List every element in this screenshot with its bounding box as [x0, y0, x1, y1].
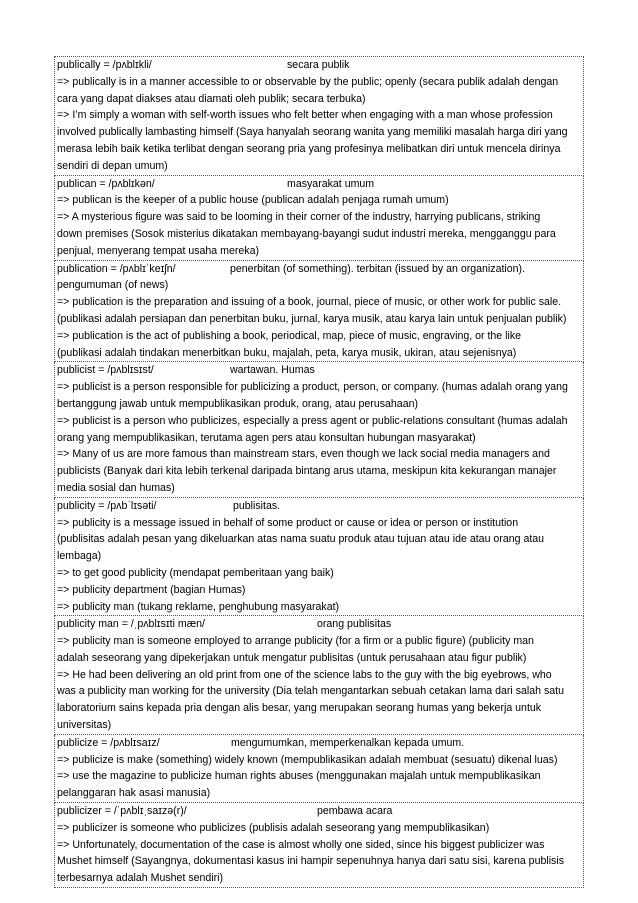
entry-line: => publicity is a message issued in behalf of some product or cause or idea or person or institution	[57, 516, 519, 529]
entry-line: => publicize is make (something) widely known (mempublikasikan adalah membuat (sesuatu) dikenal luas)	[57, 753, 558, 766]
entry-publicity	[54, 498, 584, 617]
entry-line: adalah seseorang yang dipekerjakan untuk mengatur publisitas (untuk perusahaan atau figur publik)	[57, 651, 527, 664]
entry-line: orang yang mempublikasikan, terutama agen pers atau konsultan hubungan masyarakat)	[57, 431, 476, 444]
entry-head	[55, 176, 583, 193]
entry-line: lembaga)	[57, 550, 102, 563]
entry-line: pelanggaran hak asasi manusia)	[57, 787, 211, 800]
entry-line: => publicity man is someone employed to arrange publicity (for a firm or a public figure) (publicity man	[57, 635, 534, 648]
headword: publicity man = /ˌpʌblɪsɪti mæn/	[57, 618, 205, 631]
entry-publicity-man	[54, 616, 584, 735]
entry-line: cara yang dapat diakses atau diamati oleh publik; secara terbuka)	[57, 92, 366, 105]
entry-line: => to get good publicity (mendapat pemberitaan yang baik)	[57, 566, 334, 579]
translation: secara publik	[287, 59, 350, 71]
entry-line: => A mysterious figure was said to be looming in their corner of the industry, harrying publicans, striking	[57, 211, 541, 224]
entry-publicist	[54, 362, 584, 497]
entry-line: (publikasi adalah persiapan dan penerbitan buku, jurnal, karya musik, atau karya lain untuk penjualan publik)	[57, 312, 567, 325]
headword: publicist = /pʌblɪsɪst/	[57, 364, 154, 377]
entry-publican	[54, 176, 584, 261]
entry-line: => I’m simply a woman with self-worth issues who felt better when engaging with a man whose profession	[57, 109, 553, 122]
entry-head	[55, 735, 583, 752]
entry-line: Mushet himself (Sayangnya, dokumentasi kasus ini hampir sepenuhnya hanya dari satu sisi, karena publisis	[57, 855, 565, 868]
entry-line: terbesarnya adalah Mushet sendiri)	[57, 872, 224, 885]
dictionary-page	[54, 56, 584, 888]
entry-head	[55, 616, 583, 633]
entry-line: laboratorium sains kepada pria dengan alis besar, yang merupakan seorang humas yang bekerja untuk	[57, 702, 542, 715]
entry-line: bertanggung jawab untuk mempublikasikan produk, orang, atau perusahaan)	[57, 397, 419, 410]
entry-publically	[54, 56, 584, 176]
translation: orang publisitas	[317, 618, 392, 631]
entry-line: => publication is the preparation and issuing of a book, journal, piece of music, or other work for public sale.	[57, 296, 562, 309]
entry-line: sendiri di depan umum)	[57, 159, 168, 172]
headword: publicity = /pʌbˈlɪsəti/	[57, 499, 157, 512]
translation: penerbitan (of something). terbitan (issued by an organization).	[230, 262, 526, 275]
translation: wartawan. Humas	[230, 364, 315, 377]
entry-line: penjual, menyerang tempat usaha mereka)	[57, 244, 259, 257]
entry-line: => publically is in a manner accessible to or observable by the public; openly (secara publik adalah dengan	[57, 75, 559, 88]
entry-line: => He had been delivering an old print from one of the science labs to the guy with the big eyebrows, who	[57, 668, 552, 681]
entry-line: => use the magazine to publicize human rights abuses (menggunakan majalah untuk mempublikasikan	[57, 770, 541, 783]
headword: publican = /pʌblɪkən/	[57, 177, 155, 190]
entry-line: => publican is the keeper of a public house (publican adalah penjaga rumah umum)	[57, 194, 449, 207]
entry-line: pengumuman (of news)	[57, 279, 169, 292]
entry-head	[55, 261, 583, 278]
translation: masyarakat umum	[287, 177, 375, 190]
entry-line: involved publically lambasting himself (Saya hanyalah seorang wanita yang memiliki masalah harga diri yang	[57, 126, 568, 139]
entry-line: down premises (Sosok misterius dikatakan membayang-bayangi sudut industri mereka, mengganggu para	[57, 227, 556, 240]
headword: publicizer = /ˈpʌblɪˌsaɪzə(r)/	[57, 805, 187, 818]
headword: publically = /pʌblɪkli/	[57, 59, 152, 71]
entry-line: publicists (Banyak dari kita lebih terkenal daripada bintang arus utama, meskipun kita kekurangan manajer	[57, 465, 557, 478]
entry-line: merasa lebih baik ketika terlibat dengan seorang pria yang profesinya melibatkan diri untuk mencela dirinya	[57, 142, 561, 155]
headword: publication = /pʌblɪˈkeɪʃn/	[57, 262, 176, 275]
entry-line: => publicity man (tukang reklame, penghubung masyarakat)	[57, 600, 340, 613]
entry-line: => Many of us are more famous than mainstream stars, even though we lack social media managers and	[57, 448, 550, 461]
entry-line: => Unfortunately, documentation of the case is almost wholly one sided, since his biggest publicizer was	[57, 838, 545, 851]
entry-line: => publicity department (bagian Humas)	[57, 583, 246, 596]
entry-publication	[54, 261, 584, 363]
entry-line: was a publicity man working for the university (Dia telah mengantarkan sebuah cetakan lama dari salah satu	[57, 685, 564, 698]
translation: publisitas.	[233, 499, 281, 512]
headword: publicize = /pʌblɪsaɪz/	[57, 736, 160, 749]
entry-line: (publisitas adalah pesan yang dikeluarkan atas nama suatu produk atau tujuan atau ide atau orang atau	[57, 533, 545, 546]
entry-line: universitas)	[57, 719, 112, 732]
entry-head	[55, 498, 583, 515]
entry-head	[55, 362, 583, 379]
entry-line: (publikasi adalah tindakan menerbitkan buku, majalah, peta, karya musik, ukiran, atau sejenisnya)	[57, 346, 517, 359]
entry-line: => publicist is a person who publicizes, especially a press agent or public-relations consultant (humas adalah	[57, 414, 568, 427]
entry-publicize	[54, 735, 584, 803]
entry-line: => publicizer is someone who publicizes (publisis adalah seseorang yang mempublikasikan)	[57, 821, 490, 834]
translation: pembawa acara	[317, 805, 393, 818]
entry-line: => publication is the act of publishing a book, periodical, map, piece of music, engraving, or the like	[57, 329, 522, 342]
entry-head	[55, 803, 583, 820]
translation: mengumumkan, memperkenalkan kepada umum.	[231, 736, 465, 749]
entry-line: media sosial dan humas)	[57, 481, 175, 494]
entry-head	[55, 57, 583, 74]
entry-line: => publicist is a person responsible for publicizing a product, person, or company. (humas adalah orang yang	[57, 381, 568, 394]
entry-publicizer	[54, 803, 584, 888]
